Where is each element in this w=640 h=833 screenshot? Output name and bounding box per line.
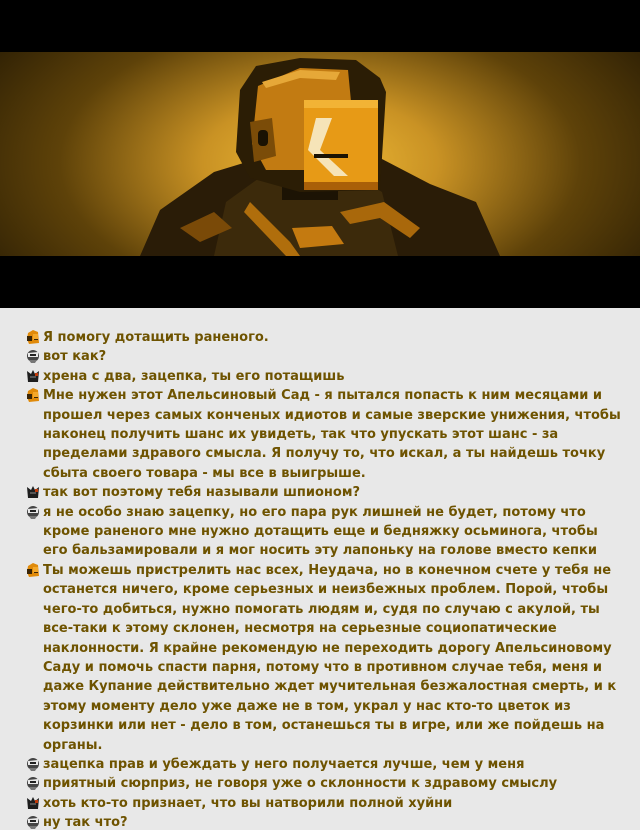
dialogue-text: хоть кто-то признает, что вы натворили полной хуйни (43, 795, 453, 811)
scene-illustration (0, 52, 640, 256)
dialogue-text: ну так что? (43, 815, 128, 831)
orange-robot-icon (26, 388, 40, 403)
dialogue-line (26, 755, 626, 774)
dialogue-line (26, 561, 626, 755)
scene-panel (0, 0, 640, 308)
dialogue-lines (26, 328, 626, 833)
dialogue-line (26, 386, 626, 483)
orange-robot-portrait (0, 52, 640, 256)
grey-robot-icon (26, 757, 40, 772)
dialogue-text: вот как? (43, 349, 107, 365)
orange-robot-icon (26, 330, 40, 345)
orange-robot-icon (26, 563, 40, 578)
dialogue-text: хрена с два, зацепка, ты его потащишь (43, 368, 345, 384)
dialogue-line (26, 794, 626, 813)
dialogue-text: Я помогу дотащить раненого. (43, 330, 269, 345)
grey-robot-icon (26, 815, 40, 830)
dark-robot-icon (26, 485, 40, 500)
dialogue-text: Ты можешь пристрелить нас всех, Неудача, но в конечном счете у тебя не останется ничего, кроме серьезных и неизбежных проблем. Порой, чтобы чего-то добиться, нужно помогать людям и, судя по случаю с акулой, ты все-таки к этому склонен, несмотря на серьезные социопатические наклонности. Я крайне рекомендую не переходить дорогу Апельсиновому Саду и помочь спасти парня, потому что в противном случае тебя, меня и даже Купание действительно ждет мучительная безжалостная смерть, и к этому моменту дело уже даже не в том, украл у нас кто-то цветок из корзинки или нет - дело в том, останешься ты в игре, или же пойдешь на органы. (43, 562, 617, 753)
dialogue-line (26, 328, 626, 347)
grey-robot-icon (26, 505, 40, 520)
dialogue-text: приятный сюрприз, не говоря уже о склонности к здравому смыслу (43, 776, 558, 792)
dialogue-text: так вот поэтому тебя называли шпионом? (43, 485, 361, 501)
dialogue-line (26, 367, 626, 386)
dialogue-text: Мне нужен этот Апельсиновый Сад - я пытался попасть к ним месяцами и прошел через самых конченых идиотов и самые зверские унижения, чтобы наконец получить шанс их увидеть, так что упускать этот шанс - за пределами здравого смысла. Я получу то, что искал, а ты найдешь точку сбыта своего товара - мы все в выигрыше. (43, 388, 621, 481)
grey-robot-icon (26, 776, 40, 791)
dark-robot-icon (26, 369, 40, 384)
dialogue-text: я не особо знаю зацепку, но его пара рук лишней не будет, потому что кроме раненого мне нужно дотащить еще и бедняжку осьминога, чтобы его бальзамировали и я мог носить эту лапоньку на голове вместо кепки (43, 504, 598, 559)
dialogue-line (26, 347, 626, 366)
dialogue-line (26, 483, 626, 502)
dialogue-log (0, 308, 640, 830)
dialogue-line (26, 503, 626, 561)
dialogue-text: зацепка прав и убеждать у него получается лучше, чем у меня (43, 756, 525, 772)
dark-robot-icon (26, 796, 40, 811)
dialogue-line (26, 774, 626, 793)
grey-robot-icon (26, 349, 40, 364)
